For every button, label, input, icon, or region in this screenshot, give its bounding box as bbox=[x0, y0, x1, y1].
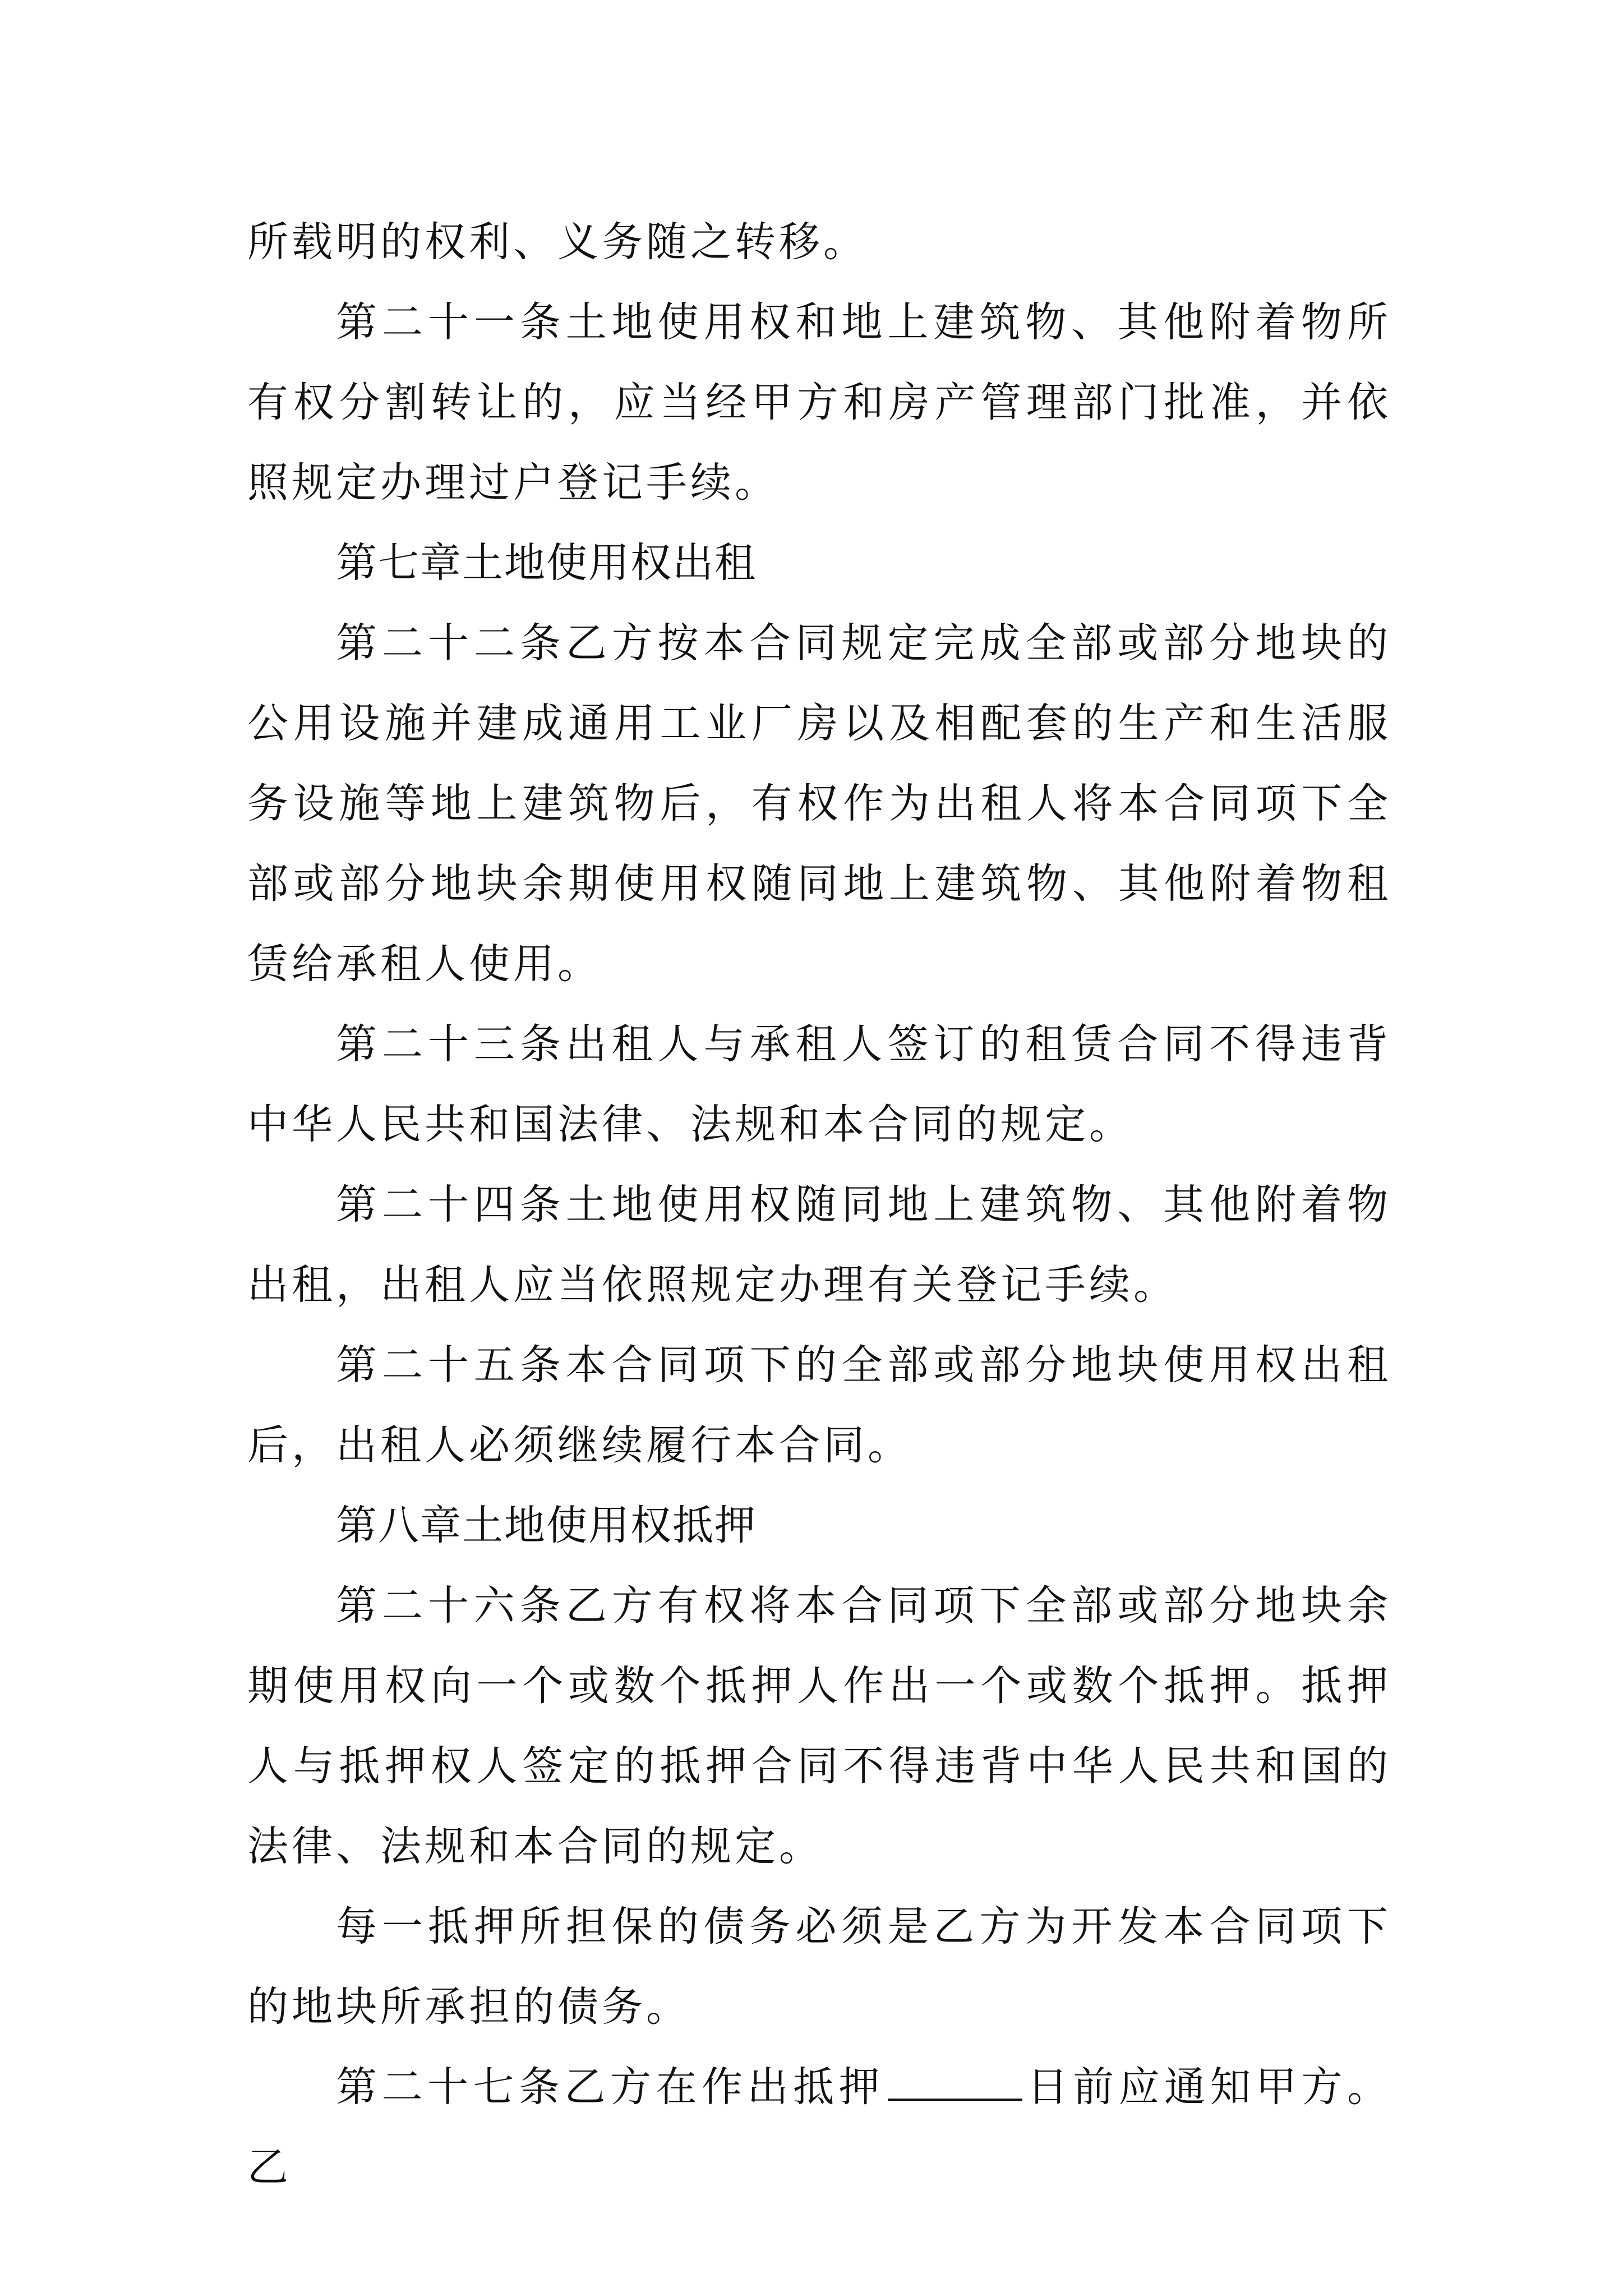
article-27-text-before: 第二十七条乙方在作出抵押 bbox=[336, 2063, 884, 2111]
document-body bbox=[247, 202, 1391, 2207]
chapter-8-heading: 第八章土地使用权抵押 bbox=[336, 1502, 757, 1549]
article-24: 第二十四条土地使用权随同地上建筑物、其他附着物出租，出租人应当依照规定办理有关登记手续。 bbox=[247, 1181, 1391, 1309]
article-27-text-after: 日前应通知甲方。乙 bbox=[247, 2063, 1391, 2191]
article-25: 第二十五条本合同项下的全部或部分地块使用权出租后，出租人必须继续履行本合同。 bbox=[247, 1341, 1391, 1469]
chapter-7-heading: 第七章土地使用权出租 bbox=[336, 539, 757, 587]
article-27 bbox=[247, 2047, 1391, 2207]
article-26-debt-clause: 每一抵押所担保的债务必须是乙方为开发本合同项下的地块所承担的债务。 bbox=[247, 1903, 1391, 2031]
article-26: 第二十六条乙方有权将本合同项下全部或部分地块余期使用权向一个或数个抵押人作出一个或数个抵押。抵押人与抵押权人签定的抵押合同不得违背中华人民共和国的法律、法规和本合同的规定。 bbox=[247, 1582, 1391, 1870]
article-23: 第二十三条出租人与承租人签订的租赁合同不得违背中华人民共和国法律、法规和本合同的规定。 bbox=[247, 1020, 1391, 1148]
article-21: 第二十一条土地使用权和地上建筑物、其他附着物所有权分割转让的，应当经甲方和房产管理部门批准，并依照规定办理过户登记手续。 bbox=[247, 298, 1391, 507]
fill-in-blank-line bbox=[888, 2065, 1022, 2101]
article-22: 第二十二条乙方按本合同规定完成全部或部分地块的公用设施并建成通用工业厂房以及相配套的生产和生活服务设施等地上建筑物后，有权作为出租人将本合同项下全部或部分地块余期使用权随同地上建筑物、其他附着物租赁给承租人使用。 bbox=[247, 619, 1391, 988]
paragraph-continuation: 所载明的权利、义务随之转移。 bbox=[247, 218, 868, 266]
